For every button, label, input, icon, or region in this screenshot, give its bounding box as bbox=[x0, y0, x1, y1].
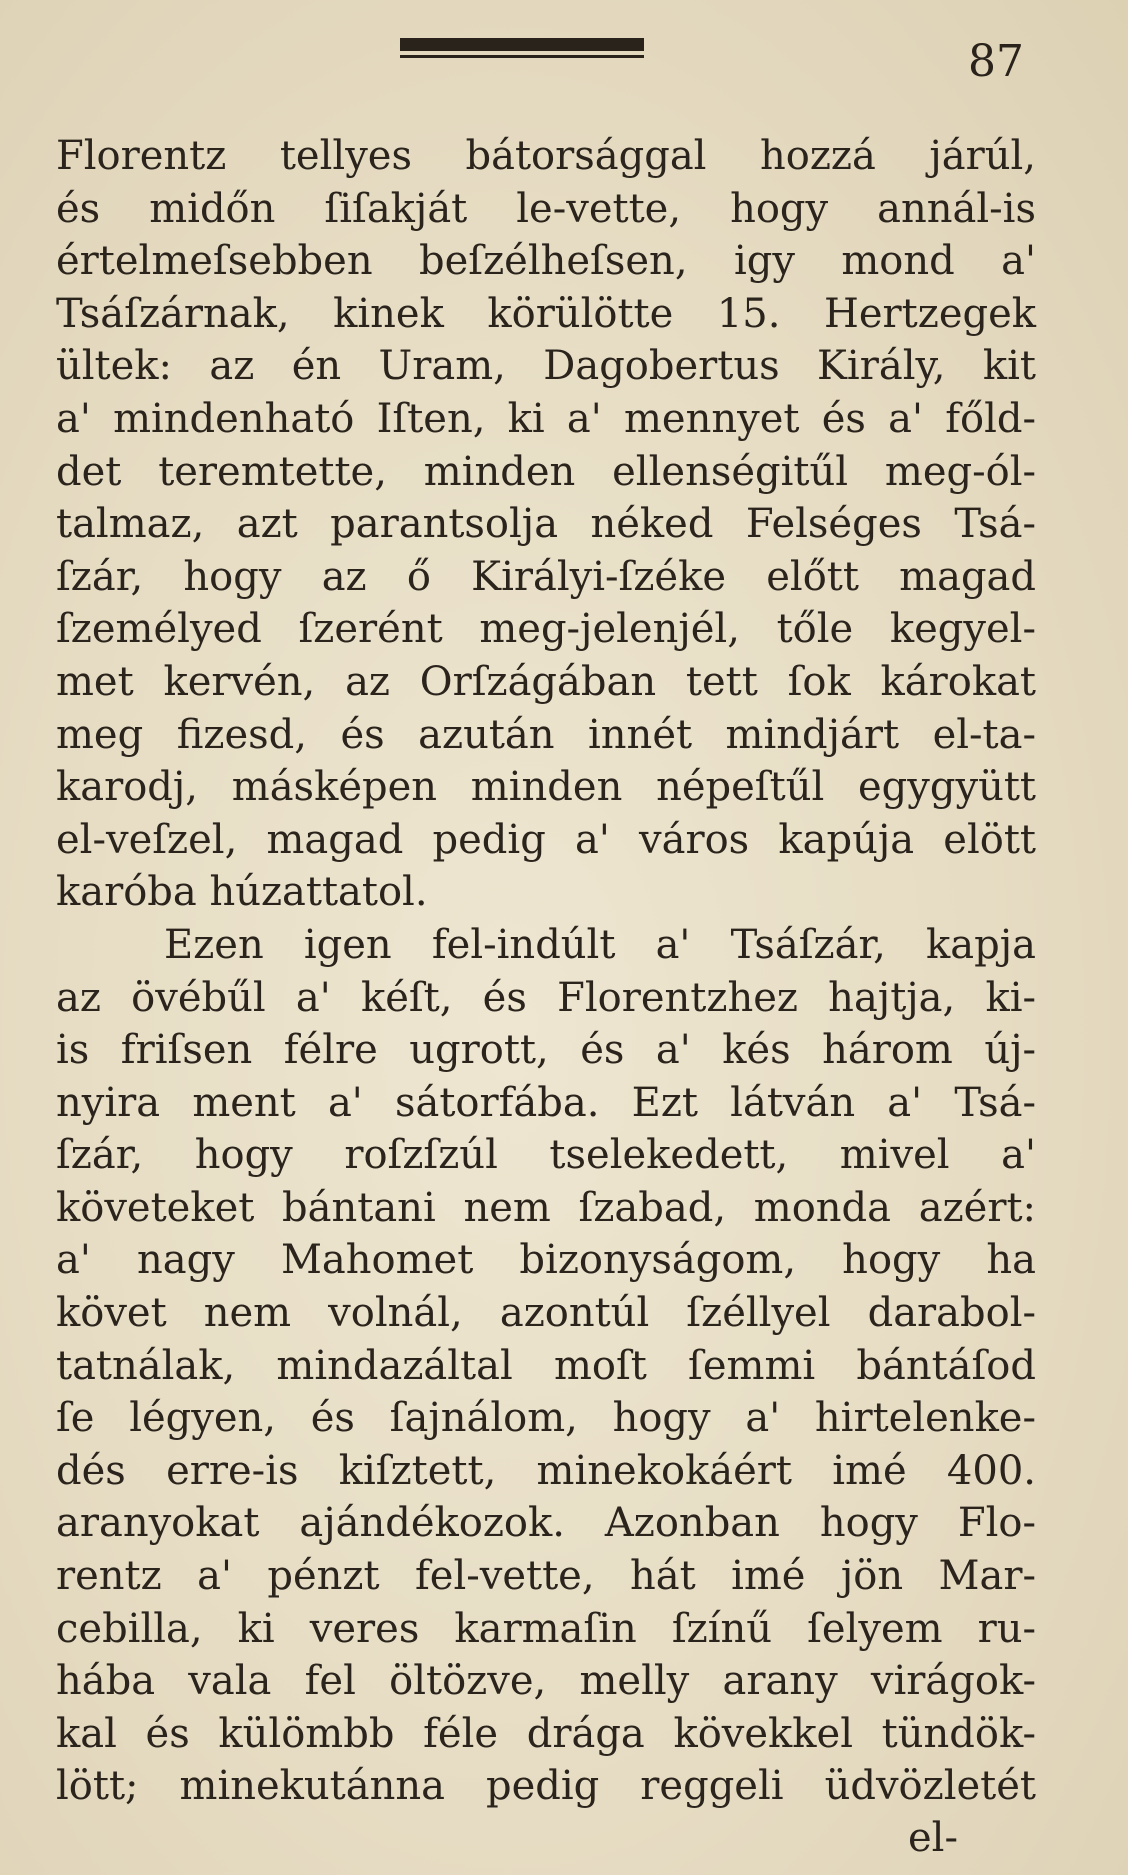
text-line: a' nagy Mahomet bizonyságom, hogy ha bbox=[56, 1237, 1036, 1284]
text-line: tatnálak, mindazáltal moſt ſemmi bántáſod bbox=[56, 1342, 1036, 1389]
text-line: met kervén, az Orſzágában tett ſok károkat bbox=[56, 658, 1036, 705]
text-line: cebilla, ki veres karmaſin ſzínű ſelyem ru- bbox=[56, 1605, 1036, 1652]
text-line: talmaz, azt parantsolja néked Felséges Tsá- bbox=[56, 501, 1036, 548]
text-line: a' mindenható Iſten, ki a' mennyet és a' főld- bbox=[56, 395, 1036, 442]
header-rule-thick bbox=[400, 38, 644, 51]
text-line: ſe légyen, és ſajnálom, hogy a' hirtelenke- bbox=[56, 1395, 1036, 1442]
text-line: hába vala fel öltözve, melly arany virágok- bbox=[56, 1658, 1036, 1705]
text-line: követ nem volnál, azontúl ſzéllyel darabol- bbox=[56, 1290, 1036, 1337]
text-line: ſzár, hogy roſzſzúl tselekedett, mivel a' bbox=[56, 1132, 1036, 1179]
page-number: 87 bbox=[968, 36, 1024, 87]
text-line: ſzemélyed ſzerént meg-jelenjél, tőle kegyel- bbox=[56, 606, 1036, 653]
body-text bbox=[56, 130, 1036, 1813]
text-line: kal és külömbb féle drága kövekkel tündök- bbox=[56, 1710, 1036, 1757]
text-line: Ezen igen fel-indúlt a' Tsáſzár, kapja bbox=[164, 921, 1036, 968]
text-line: és midőn ſiſakját le-vette, hogy annál-is bbox=[56, 185, 1036, 232]
text-line: Florentz tellyes bátorsággal hozzá járúl, bbox=[56, 133, 1036, 179]
text-line: rentz a' pénzt fel-vette, hát imé jön Mar- bbox=[56, 1553, 1036, 1600]
text-line: követeket bántani nem ſzabad, monda azért: bbox=[56, 1184, 1036, 1231]
text-line: is friſsen félre ugrott, és a' kés három új- bbox=[56, 1027, 1036, 1074]
text-line: nyira ment a' sátorfába. Ezt látván a' Tsá- bbox=[56, 1079, 1036, 1126]
header-rule-thin bbox=[400, 55, 644, 58]
text-line: az övébűl a' kéſt, és Florentzhez hajtja, ki- bbox=[56, 974, 1036, 1021]
text-line: el-veſzel, magad pedig a' város kapúja elött bbox=[56, 816, 1036, 863]
text-line: meg fizesd, és azután innét mindjárt el-ta- bbox=[56, 711, 1036, 758]
text-line: ſzár, hogy az ő Királyi-ſzéke előtt magad bbox=[56, 553, 1036, 600]
text-line: det teremtette, minden ellenségitűl meg-ól- bbox=[56, 448, 1036, 495]
text-line: Tsáſzárnak, kinek körülötte 15. Hertzegek bbox=[56, 290, 1036, 337]
text-line: aranyokat ajándékozok. Azonban hogy Flo- bbox=[56, 1500, 1036, 1547]
text-line: karodj, másképen minden népeſtűl egygyütt bbox=[56, 764, 1036, 811]
header-double-rule bbox=[400, 38, 644, 60]
text-line: ültek: az én Uram, Dagobertus Király, kit bbox=[56, 343, 1036, 390]
text-line: értelmeſsebben beſzélheſsen, igy mond a' bbox=[56, 238, 1036, 285]
text-line: dés erre-is kiſztett, minekokáért imé 400. bbox=[56, 1447, 1036, 1494]
catchword: el- bbox=[908, 1815, 958, 1861]
text-line: karóba húzattatol. bbox=[56, 869, 428, 916]
text-line: lött; minekutánna pedig reggeli üdvözletét bbox=[56, 1763, 1036, 1810]
